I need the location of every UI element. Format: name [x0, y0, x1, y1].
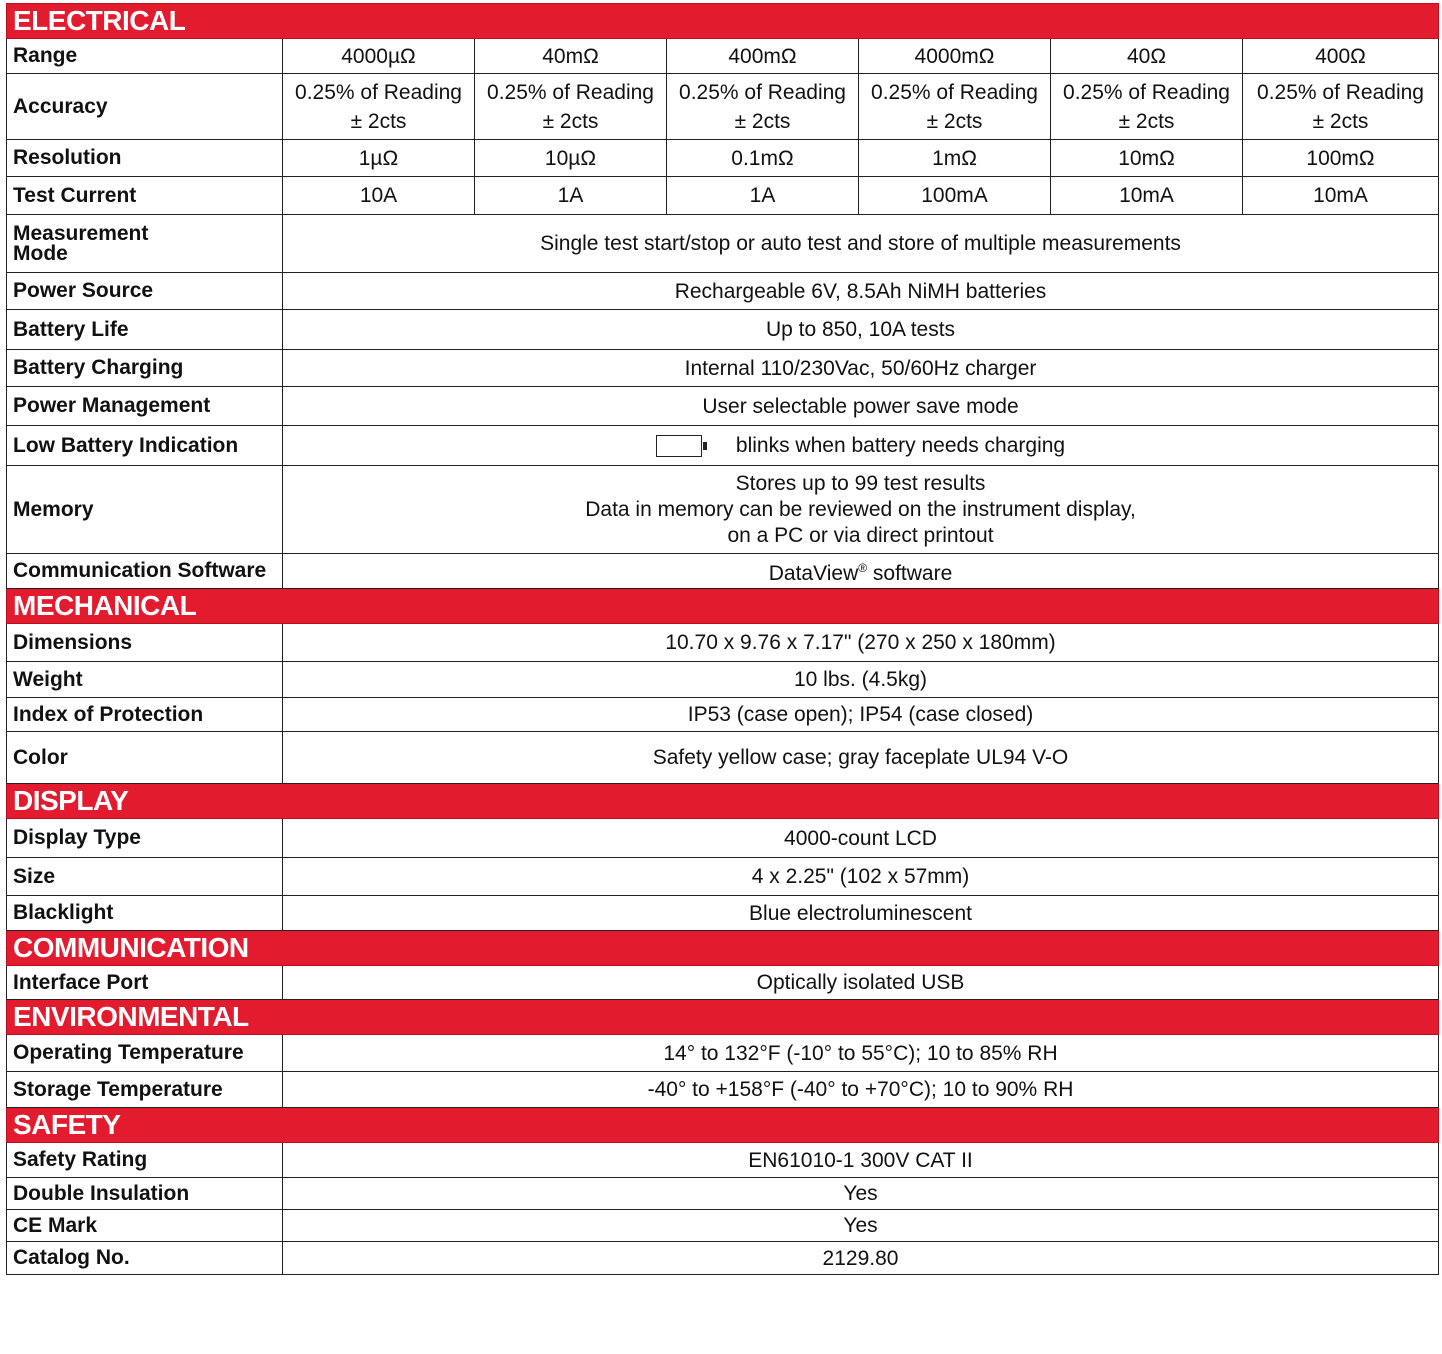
accuracy-line-2: ± 2cts	[734, 109, 791, 133]
range-value: 400Ω	[1243, 39, 1439, 74]
resolution-value: 10mΩ	[1051, 140, 1243, 177]
memory-value	[283, 466, 1439, 554]
spec-row-weight	[7, 662, 1439, 698]
index-protection-value: IP53 (case open); IP54 (case closed)	[283, 698, 1439, 732]
test-current-value: 10A	[283, 177, 475, 215]
spec-row-test-current	[7, 177, 1439, 215]
row-label: Safety Rating	[7, 1143, 283, 1178]
row-label: Index of Protection	[7, 698, 283, 732]
software-suffix: software	[867, 562, 953, 585]
spec-row-communication-software	[7, 554, 1439, 589]
accuracy-line-1: 0.25% of Reading	[1257, 80, 1424, 104]
section-title: DISPLAY	[7, 784, 1439, 819]
double-insulation-value: Yes	[283, 1178, 1439, 1210]
accuracy-line-1: 0.25% of Reading	[679, 80, 846, 104]
spec-row-size	[7, 858, 1439, 896]
test-current-value: 1A	[667, 177, 859, 215]
range-value: 40mΩ	[475, 39, 667, 74]
accuracy-line-2: ± 2cts	[350, 109, 407, 133]
spec-row-catalog-no	[7, 1242, 1439, 1275]
section-title: COMMUNICATION	[7, 931, 1439, 966]
size-value: 4 x 2.25" (102 x 57mm)	[283, 858, 1439, 896]
section-title: ELECTRICAL	[7, 4, 1439, 39]
memory-line-1: Stores up to 99 test results	[735, 471, 986, 495]
row-label: Dimensions	[7, 624, 283, 662]
spec-row-double-insulation	[7, 1178, 1439, 1210]
spec-row-measurement-mode	[7, 215, 1439, 273]
color-value: Safety yellow case; gray faceplate UL94 V-O	[283, 732, 1439, 784]
accuracy-line-2: ± 2cts	[542, 109, 599, 133]
row-label: Interface Port	[7, 966, 283, 1000]
resolution-value: 1µΩ	[283, 140, 475, 177]
row-label: Accuracy	[7, 74, 283, 140]
section-header-safety	[7, 1108, 1439, 1143]
spec-row-ce-mark	[7, 1210, 1439, 1242]
spec-row-interface-port	[7, 966, 1439, 1000]
battery-charging-value: Internal 110/230Vac, 50/60Hz charger	[283, 350, 1439, 387]
accuracy-value	[283, 74, 475, 140]
accuracy-value	[475, 74, 667, 140]
accuracy-line-2: ± 2cts	[926, 109, 983, 133]
row-label: Range	[7, 39, 283, 74]
battery-icon	[656, 435, 702, 457]
section-title: SAFETY	[7, 1108, 1439, 1143]
software-name: DataView	[768, 562, 859, 585]
range-value: 4000mΩ	[859, 39, 1051, 74]
section-title: MECHANICAL	[7, 589, 1439, 624]
range-value: 40Ω	[1051, 39, 1243, 74]
power-source-value: Rechargeable 6V, 8.5Ah NiMH batteries	[283, 273, 1439, 310]
row-label: Power Source	[7, 273, 283, 310]
spec-row-safety-rating	[7, 1143, 1439, 1178]
test-current-value: 1A	[475, 177, 667, 215]
range-value: 4000µΩ	[283, 39, 475, 74]
spec-row-accuracy	[7, 74, 1439, 140]
spec-row-memory	[7, 466, 1439, 554]
safety-rating-value: EN61010-1 300V CAT II	[283, 1143, 1439, 1178]
spec-row-color	[7, 732, 1439, 784]
spec-row-resolution	[7, 140, 1439, 177]
row-label: Battery Life	[7, 310, 283, 350]
accuracy-line-2: ± 2cts	[1118, 109, 1175, 133]
row-label: Blacklight	[7, 896, 283, 931]
spec-row-battery-charging	[7, 350, 1439, 387]
measurement-mode-value: Single test start/stop or auto test and store of multiple measurements	[283, 215, 1439, 273]
section-title: ENVIRONMENTAL	[7, 1000, 1439, 1035]
spec-row-power-source	[7, 273, 1439, 310]
storage-temperature-value: -40° to +158°F (-40° to +70°C); 10 to 90% RH	[283, 1072, 1439, 1108]
accuracy-value	[667, 74, 859, 140]
blacklight-value: Blue electroluminescent	[283, 896, 1439, 931]
row-label: CE Mark	[7, 1210, 283, 1242]
row-label-text: Measurement Mode	[13, 221, 149, 265]
test-current-value: 100mA	[859, 177, 1051, 215]
row-label: Resolution	[7, 140, 283, 177]
registered-mark: ®	[858, 561, 868, 575]
resolution-value: 10µΩ	[475, 140, 667, 177]
spec-row-index-protection	[7, 698, 1439, 732]
operating-temperature-value: 14° to 132°F (-10° to 55°C); 10 to 85% RH	[283, 1035, 1439, 1072]
spec-row-blacklight	[7, 896, 1439, 931]
row-label: Catalog No.	[7, 1242, 283, 1275]
accuracy-value	[859, 74, 1051, 140]
accuracy-line-1: 0.25% of Reading	[871, 80, 1038, 104]
spec-row-storage-temperature	[7, 1072, 1439, 1108]
section-header-mechanical	[7, 589, 1439, 624]
accuracy-line-1: 0.25% of Reading	[295, 80, 462, 104]
ce-mark-value: Yes	[283, 1210, 1439, 1242]
interface-port-value: Optically isolated USB	[283, 966, 1439, 1000]
spec-row-low-battery	[7, 426, 1439, 466]
row-label: Color	[7, 732, 283, 784]
spec-table	[6, 3, 1439, 1275]
row-label: Power Management	[7, 387, 283, 426]
row-label: Size	[7, 858, 283, 896]
accuracy-line-2: ± 2cts	[1312, 109, 1369, 133]
range-value: 400mΩ	[667, 39, 859, 74]
accuracy-value	[1243, 74, 1439, 140]
dimensions-value: 10.70 x 9.76 x 7.17" (270 x 250 x 180mm)	[283, 624, 1439, 662]
section-header-display	[7, 784, 1439, 819]
row-label: Double Insulation	[7, 1178, 283, 1210]
row-label: Storage Temperature	[7, 1072, 283, 1108]
row-label	[7, 215, 283, 273]
accuracy-line-1: 0.25% of Reading	[487, 80, 654, 104]
memory-line-3: on a PC or via direct printout	[727, 523, 994, 547]
row-label: Weight	[7, 662, 283, 698]
section-header-electrical	[7, 4, 1439, 39]
resolution-value: 0.1mΩ	[667, 140, 859, 177]
display-type-value: 4000-count LCD	[283, 819, 1439, 858]
row-label: Memory	[7, 466, 283, 554]
accuracy-value	[1051, 74, 1243, 140]
test-current-value: 10mA	[1243, 177, 1439, 215]
catalog-no-value: 2129.80	[283, 1242, 1439, 1275]
weight-value: 10 lbs. (4.5kg)	[283, 662, 1439, 698]
resolution-value: 1mΩ	[859, 140, 1051, 177]
resolution-value: 100mΩ	[1243, 140, 1439, 177]
section-header-environmental	[7, 1000, 1439, 1035]
test-current-value: 10mA	[1051, 177, 1243, 215]
row-label: Low Battery Indication	[7, 426, 283, 466]
battery-life-value: Up to 850, 10A tests	[283, 310, 1439, 350]
spec-row-operating-temperature	[7, 1035, 1439, 1072]
spec-row-power-management	[7, 387, 1439, 426]
spec-row-display-type	[7, 819, 1439, 858]
row-label: Operating Temperature	[7, 1035, 283, 1072]
spec-row-battery-life	[7, 310, 1439, 350]
low-battery-text: blinks when battery needs charging	[735, 434, 1066, 457]
spec-row-dimensions	[7, 624, 1439, 662]
communication-software-value	[283, 554, 1439, 589]
low-battery-value	[283, 426, 1439, 466]
row-label: Battery Charging	[7, 350, 283, 387]
section-header-communication	[7, 931, 1439, 966]
row-label: Display Type	[7, 819, 283, 858]
row-label: Communication Software	[7, 554, 283, 589]
memory-line-2: Data in memory can be reviewed on the instrument display,	[585, 497, 1136, 521]
spec-row-range	[7, 39, 1439, 74]
accuracy-line-1: 0.25% of Reading	[1063, 80, 1230, 104]
row-label: Test Current	[7, 177, 283, 215]
power-management-value: User selectable power save mode	[283, 387, 1439, 426]
